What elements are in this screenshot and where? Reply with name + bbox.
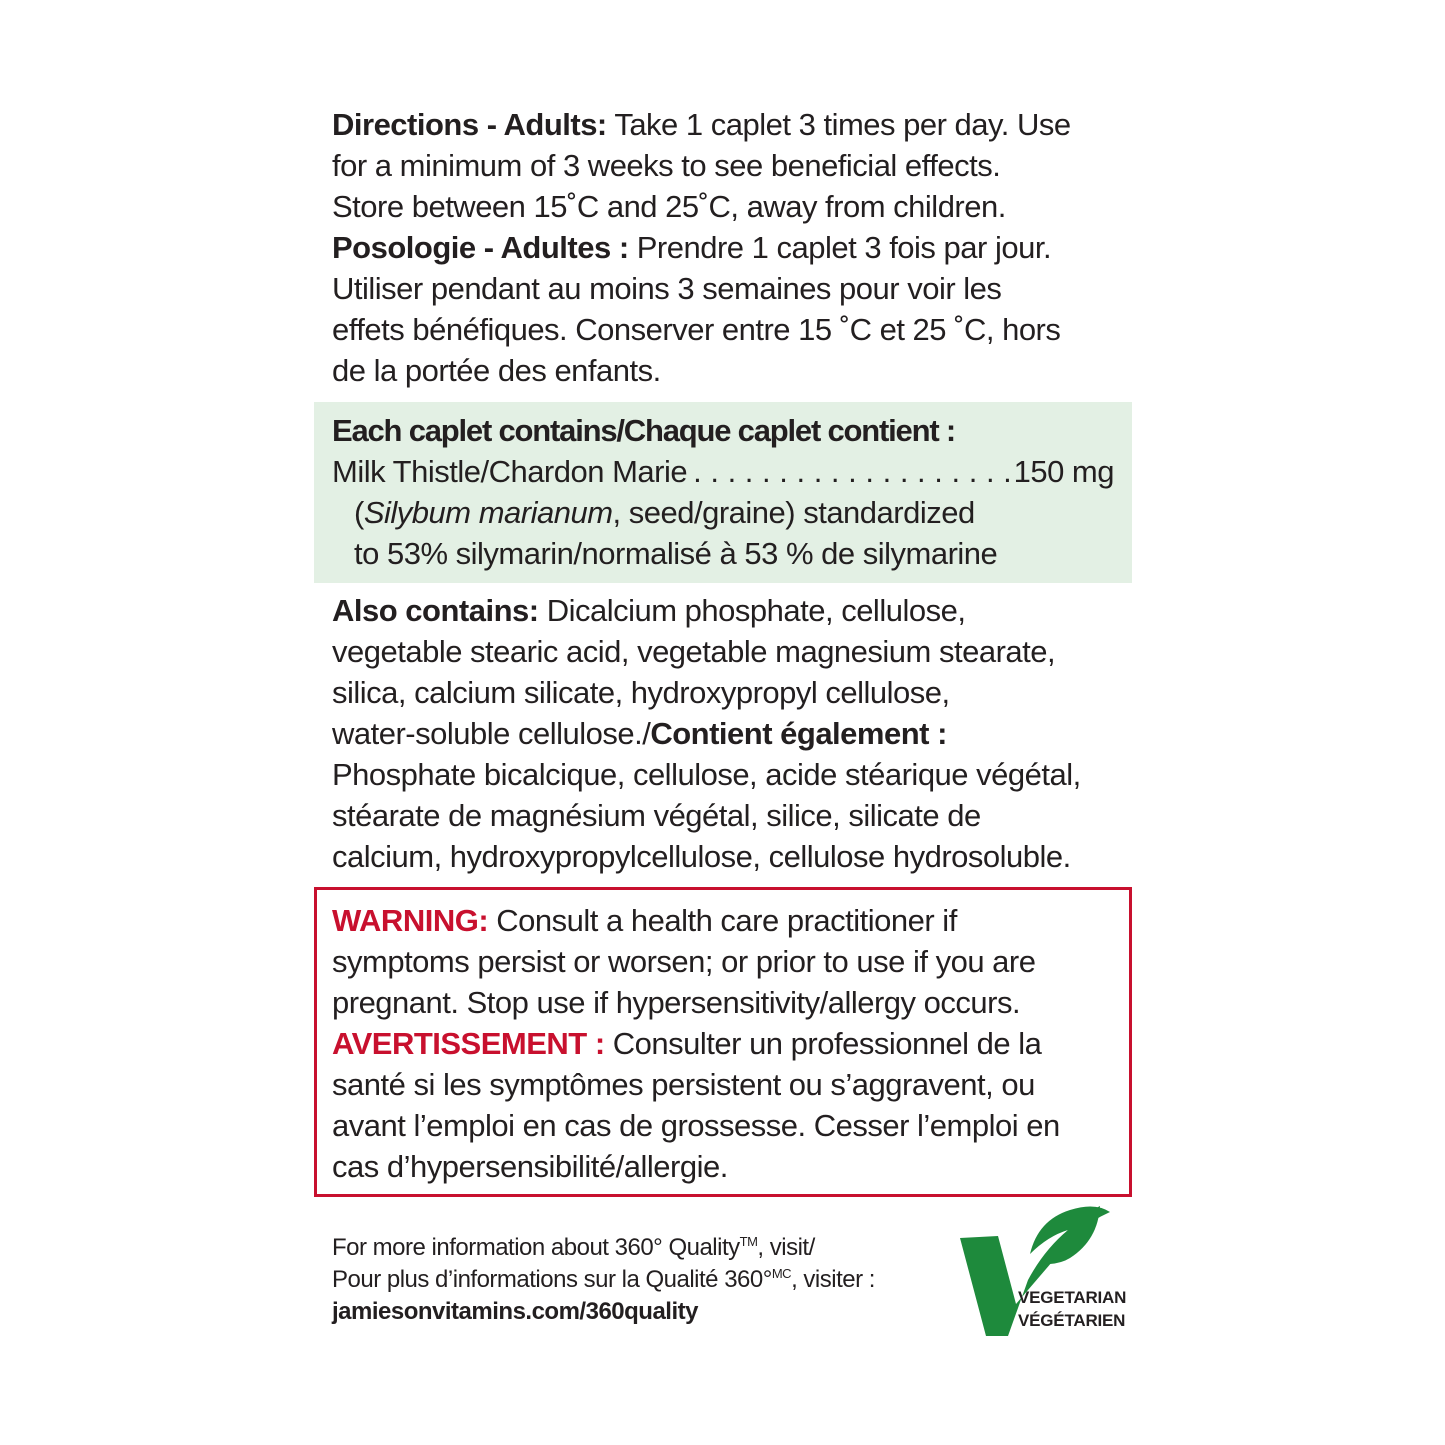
- ingredient-standardization: to 53% silymarin/normalisé à 53 % de silymarine: [354, 536, 998, 571]
- warning-box: [314, 887, 1132, 1197]
- warning-fr-line-2: santé si les symptômes persistent ou s’aggravent, ou: [332, 1067, 1035, 1102]
- also-en-label: Also contains:: [332, 593, 539, 628]
- ingredients-heading: Each caplet contains/Chaque caplet contient :: [332, 413, 955, 448]
- directions-fr-label: Posologie - Adultes :: [332, 230, 629, 265]
- directions-fr-line-2: Utiliser pendant au moins 3 semaines pour voir les: [332, 271, 1002, 306]
- medicinal-ingredients-box: [314, 402, 1132, 583]
- warning-en-line-1: WARNING: Consult a health care practitioner if: [332, 903, 957, 938]
- directions-fr-line-1: Posologie - Adultes : Prendre 1 caplet 3 fois par jour.: [332, 230, 1052, 265]
- also-en-line-3: silica, calcium silicate, hydroxypropyl cellulose,: [332, 675, 950, 710]
- also-fr-line-2: stéarate de magnésium végétal, silice, silicate de: [332, 798, 981, 833]
- also-fr-line-3: calcium, hydroxypropylcellulose, cellulose hydrosoluble.: [332, 839, 1071, 874]
- warning-en-line-2: symptoms persist or worsen; or prior to use if you are: [332, 944, 1036, 979]
- ingredient-row: [332, 451, 1114, 492]
- quality-info-en: For more information about 360° Quality™, visit/: [332, 1234, 815, 1261]
- directions-en-line-1: Directions - Adults: Take 1 caplet 3 times per day. Use: [332, 107, 1071, 142]
- also-en-line-4: water-soluble cellulose./Contient également :: [332, 716, 947, 751]
- also-fr-line-1: Phosphate bicalcique, cellulose, acide stéarique végétal,: [332, 757, 1081, 792]
- directions-section: [314, 104, 1132, 391]
- ingredient-source: (Silybum marianum, seed/graine) standardized: [354, 495, 975, 530]
- also-fr-label: Contient également :: [650, 716, 947, 751]
- also-en-line-1: Also contains: Dicalcium phosphate, cellulose,: [332, 593, 966, 628]
- dot-leader: [687, 451, 1013, 492]
- non-medicinal-ingredients-section: [314, 590, 1132, 877]
- directions-en-line-2: for a minimum of 3 weeks to see beneficial effects.: [332, 148, 1001, 183]
- ingredient-name: Milk Thistle/Chardon Marie: [332, 454, 688, 489]
- vegetarian-label-en: VEGETARIAN: [1018, 1288, 1127, 1307]
- warning-fr-line-3: avant l’emploi en cas de grossesse. Cesser l’emploi en: [332, 1108, 1060, 1143]
- warning-fr-line-1: AVERTISSEMENT : Consulter un professionnel de la: [332, 1026, 1042, 1061]
- warning-fr-line-4: cas d’hypersensibilité/allergie.: [332, 1149, 728, 1184]
- warning-fr-label: AVERTISSEMENT :: [332, 1026, 605, 1061]
- warning-en-line-3: pregnant. Stop use if hypersensitivity/allergy occurs.: [332, 985, 1021, 1020]
- also-en-line-2: vegetable stearic acid, vegetable magnesium stearate,: [332, 634, 1056, 669]
- directions-en-label: Directions - Adults:: [332, 107, 607, 142]
- latin-name: Silybum marianum: [363, 495, 613, 530]
- quality-info-fr: Pour plus d’informations sur la Qualité 360°$^{MC}$, visiter :: [332, 1266, 875, 1293]
- vegetarian-label-fr: VÉGÉTARIEN: [1018, 1311, 1126, 1330]
- warning-en-label: WARNING:: [332, 903, 489, 938]
- ingredient-amount: 150 mg: [1013, 454, 1114, 489]
- quality-url: jamiesonvitamins.com/360quality: [332, 1298, 698, 1325]
- directions-en-line-3: Store between 15˚C and 25˚C, away from children.: [332, 189, 1006, 224]
- vegetarian-badge: [958, 1200, 1138, 1345]
- directions-fr-line-3: effets bénéfiques. Conserver entre 15 ˚C et 25 ˚C, hors: [332, 312, 1061, 347]
- directions-fr-line-4: de la portée des enfants.: [332, 353, 661, 388]
